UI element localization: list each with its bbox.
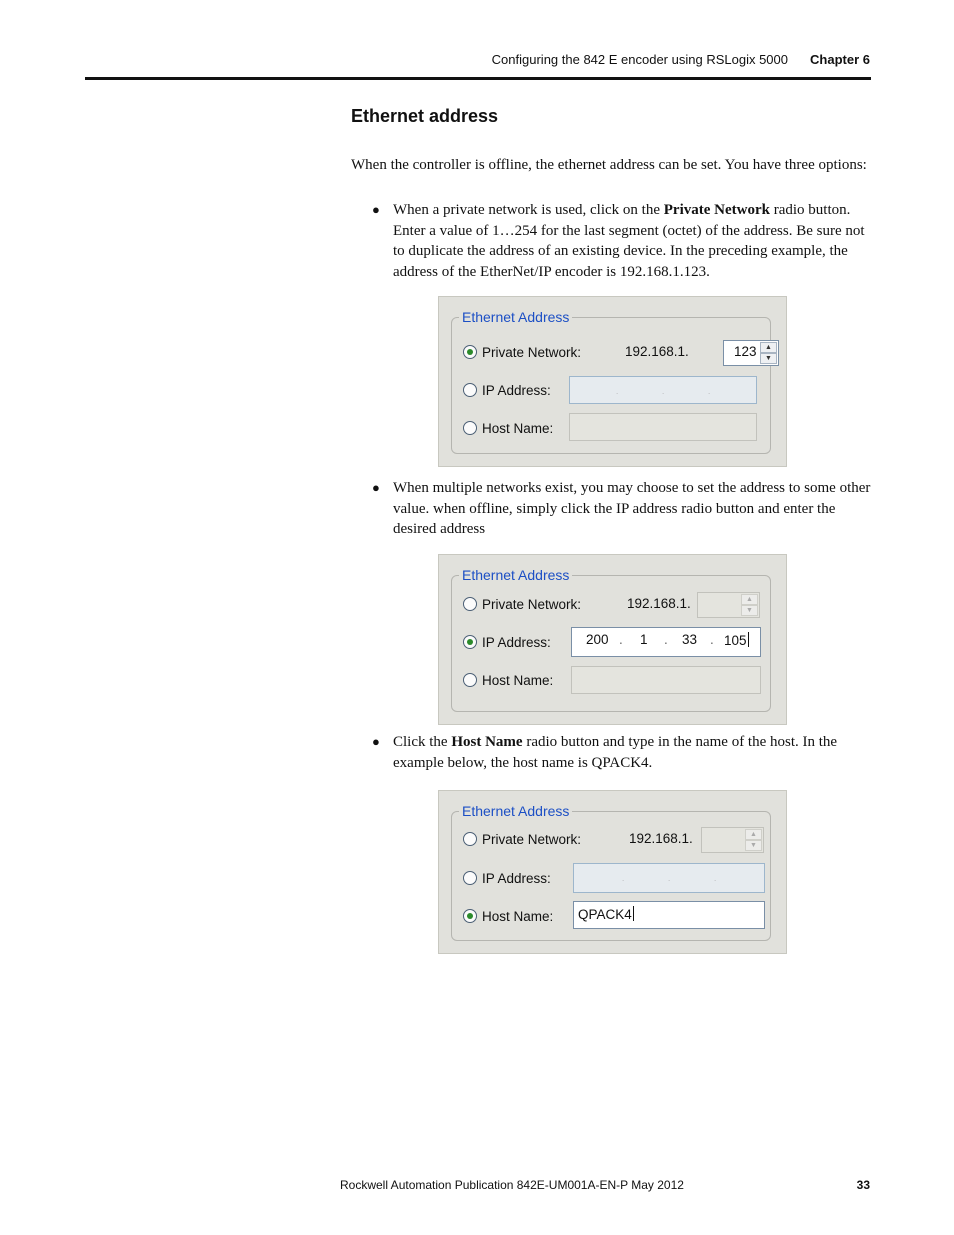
ip-octet-4: 105 (724, 633, 747, 648)
header-title: Configuring the 842 E encoder using RSLogix 5000 (491, 52, 788, 67)
ethernet-address-panel-ip (438, 554, 787, 725)
page-header (0, 52, 870, 72)
intro-paragraph: When the controller is offline, the ethernet address can be set. You have three options: (351, 157, 867, 173)
host-name-radio[interactable] (463, 909, 477, 923)
host-name-option[interactable] (463, 906, 553, 926)
spin-up-icon[interactable]: ▲ (741, 594, 758, 605)
ip-address-label: IP Address: (482, 870, 551, 886)
section-title: Ethernet address (351, 106, 499, 126)
private-network-prefix: 192.168.1. (627, 596, 691, 611)
host-name-field[interactable] (573, 901, 765, 929)
bullet-host-name: ● Click the Host Name radio button and type in the name of the host. In the example below, the host name is QPACK4. (372, 734, 838, 771)
ip-address-option[interactable] (463, 632, 551, 652)
spin-up-icon[interactable]: ▲ (760, 342, 777, 353)
text-caret (748, 632, 749, 647)
last-octet-value: 123 (734, 344, 757, 359)
footer-publication: Rockwell Automation Publication 842E-UM001A-EN-P May 2012 (340, 1178, 684, 1192)
private-network-prefix: 192.168.1. (625, 344, 689, 359)
host-name-label: Host Name: (482, 908, 554, 924)
private-network-label: Private Network: (482, 344, 582, 360)
groupbox-legend: Ethernet Address (459, 803, 572, 819)
header-chapter: Chapter 6 (810, 52, 870, 67)
private-network-option[interactable] (463, 594, 581, 614)
private-network-radio[interactable] (463, 832, 477, 846)
private-network-label: Private Network: (482, 831, 582, 847)
ip-octet-2: 1 (640, 632, 648, 647)
private-network-label: Private Network: (482, 596, 582, 612)
private-network-radio[interactable] (463, 345, 477, 359)
spin-down-icon[interactable]: ▼ (741, 605, 758, 616)
private-network-option[interactable] (463, 342, 581, 362)
last-octet-spinner[interactable] (701, 827, 764, 853)
spin-up-icon[interactable]: ▲ (745, 829, 762, 840)
bullet-private-network: ● When a private network is used, click on the Private Network radio button. Enter a value of 1…254 for the last segment (octet) of the address. Be sure not to duplicate the address of an existing device. In the preceding example, the address of the EtherNet/IP encoder is 192.168.1.123. (372, 202, 865, 280)
host-name-label: Host Name: (482, 420, 554, 436)
host-name-option[interactable] (463, 670, 553, 690)
ip-address-label: IP Address: (482, 382, 551, 398)
ip-octet-3: 33 (682, 632, 698, 647)
groupbox-legend: Ethernet Address (459, 567, 572, 583)
ip-address-field[interactable]: . . . (569, 376, 757, 404)
last-octet-spinner[interactable] (697, 592, 760, 618)
ip-octet-1: 200 (586, 632, 609, 647)
host-name-label: Host Name: (482, 672, 554, 688)
host-name-field[interactable] (569, 413, 757, 441)
last-octet-spinner[interactable] (723, 340, 779, 366)
private-network-radio[interactable] (463, 597, 477, 611)
bullet-dot: ● (372, 202, 380, 217)
ip-address-radio[interactable] (463, 871, 477, 885)
ethernet-address-panel-host (438, 790, 787, 954)
host-name-field[interactable] (571, 666, 761, 694)
host-name-radio[interactable] (463, 421, 477, 435)
host-name-radio[interactable] (463, 673, 477, 687)
header-rule (85, 77, 871, 80)
ip-address-option[interactable] (463, 868, 551, 888)
ethernet-address-panel-private (438, 296, 787, 467)
bullet-multiple-networks: ● When multiple networks exist, you may choose to set the address to some other value. when offline, simply click the IP address radio button and enter the desired address (372, 480, 871, 537)
bullet-dot: ● (372, 734, 380, 749)
ip-address-label: IP Address: (482, 634, 551, 650)
bullet-dot: ● (372, 480, 380, 495)
text-caret (633, 906, 634, 921)
ip-address-option[interactable] (463, 380, 551, 400)
host-name-option[interactable] (463, 418, 553, 438)
ip-address-radio[interactable] (463, 635, 477, 649)
spin-down-icon[interactable]: ▼ (760, 353, 777, 364)
groupbox-legend: Ethernet Address (459, 309, 572, 325)
ip-address-radio[interactable] (463, 383, 477, 397)
page-number: 33 (856, 1178, 870, 1192)
ip-address-field[interactable]: 200 . 1 . 33 . 105 (571, 627, 761, 657)
private-network-option[interactable] (463, 829, 581, 849)
ip-address-field[interactable]: . . . (573, 863, 765, 893)
host-name-value: QPACK4 (578, 907, 632, 922)
private-network-prefix: 192.168.1. (629, 831, 693, 846)
spin-down-icon[interactable]: ▼ (745, 840, 762, 851)
